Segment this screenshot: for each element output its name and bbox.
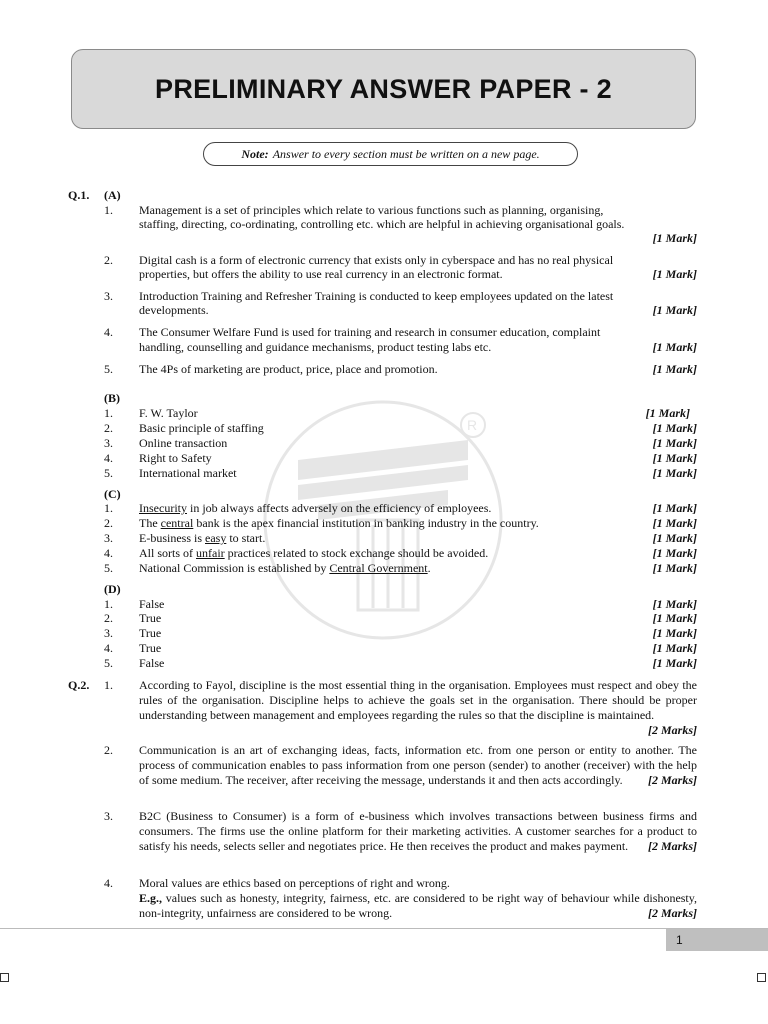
q2-4-example: E.g., values such as honesty, integrity, fairness, etc. are considered to be right way of behaviour while dishonesty, non-integrity, unfairness are considered to be wrong. [2 Marks] — [139, 891, 697, 920]
q1b-5-num: 5. — [104, 466, 113, 480]
q1b-4-text: Right to Safety — [139, 451, 212, 465]
q1c-3-mark: [1 Mark] — [652, 531, 697, 545]
q1-label: Q.1. — [68, 188, 90, 202]
q1a-5-line1: The 4Ps of marketing are product, price, place and promotion. — [139, 362, 438, 376]
q1-a-label: (A) — [104, 188, 121, 202]
q1c-1-mark: [1 Mark] — [652, 501, 697, 515]
q2-4-num: 4. — [104, 876, 113, 890]
q2-4-line1: Moral values are ethics based on perceptions of right and wrong. — [139, 876, 450, 890]
q1d-2-num: 2. — [104, 611, 113, 625]
note-text: Answer to every section must be written on a new page. — [272, 146, 540, 161]
q1a-3-num: 3. — [104, 289, 113, 303]
q2-3-mark: [2 Marks] — [647, 839, 697, 853]
q1a-2-line1: Digital cash is a form of electronic currency that exists only in cyberspace and has no real physical — [139, 253, 614, 267]
q1c-4-text: All sorts of unfair practices related to stock exchange should be avoided. — [139, 546, 489, 560]
q1c-5-text: National Commission is established by Central Government. — [139, 561, 431, 575]
q1b-1-text: F. W. Taylor — [139, 406, 198, 420]
q1d-1-mark: [1 Mark] — [652, 597, 697, 611]
q2-2-num: 2. — [104, 743, 113, 757]
q1-b-label: (B) — [104, 391, 120, 405]
q1a-3-line1: Introduction Training and Refresher Training is conducted to keep employees updated on the latest — [139, 289, 614, 303]
corner-mark-icon — [0, 973, 9, 982]
q1d-1-text: False — [139, 597, 165, 611]
q1b-3-num: 3. — [104, 436, 113, 450]
q2-1-mark: [2 Marks] — [647, 723, 697, 737]
q1b-3-text: Online transaction — [139, 436, 228, 450]
q1d-2-mark: [1 Mark] — [652, 611, 697, 625]
q1c-3-text: E-business is easy to start. — [139, 531, 266, 545]
q1d-4-mark: [1 Mark] — [652, 641, 697, 655]
q1a-1-line2: staffing, directing, co-ordinating, controlling etc. which are helpful in achieving organisational goals. — [139, 217, 625, 231]
q1a-3-line2: developments. — [139, 303, 209, 317]
q1-c-label: (C) — [104, 487, 121, 501]
q1a-2-mark: [1 Mark] — [652, 267, 697, 281]
q1a-2-line2: properties, but offers the ability to use real currency in an electronic format. — [139, 267, 503, 281]
page-number: 1 — [666, 929, 768, 951]
q1d-2-text: True — [139, 611, 162, 625]
q1a-4-num: 4. — [104, 325, 113, 339]
q1a-5-num: 5. — [104, 362, 113, 376]
q1c-4-num: 4. — [104, 546, 113, 560]
q1c-5-num: 5. — [104, 561, 113, 575]
q1d-5-text: False — [139, 656, 165, 670]
q1a-1-mark: [1 Mark] — [652, 231, 697, 245]
q1a-4-line2: handling, counselling and guidance mechanisms, product testing labs etc. — [139, 340, 492, 354]
q1b-1-num: 1. — [104, 406, 113, 420]
q1a-4-mark: [1 Mark] — [652, 340, 697, 354]
q1a-4-line1: The Consumer Welfare Fund is used for training and research in consumer education, complaint — [139, 325, 601, 339]
corner-mark-icon — [757, 973, 766, 982]
q1a-3-mark: [1 Mark] — [652, 303, 697, 317]
q1a-2-num: 2. — [104, 253, 113, 267]
q1c-2-text: The central bank is the apex financial institution in banking industry in the country. — [139, 516, 539, 530]
q1d-3-text: True — [139, 626, 162, 640]
q1a-1-line1: Management is a set of principles which relate to various functions such as planning, organising, — [139, 203, 604, 217]
q1a-1-num: 1. — [104, 203, 113, 217]
q1d-3-mark: [1 Mark] — [652, 626, 697, 640]
q1b-1-mark: [1 Mark] — [645, 406, 690, 420]
footer-divider — [0, 928, 768, 929]
q1c-5-mark: [1 Mark] — [652, 561, 697, 575]
q1a-5-mark: [1 Mark] — [652, 362, 697, 376]
q1d-4-text: True — [139, 641, 162, 655]
q2-1-text: According to Fayol, discipline is the most essential thing in the organisation. Employees must respect and obey the rules of the organisation. Discipline helps to achieve the goals set in the organisation. There should be proper understanding between management and employees regarding the rules so that the discipline is maintained. [2 Marks] — [139, 678, 697, 737]
q1d-5-mark: [1 Mark] — [652, 656, 697, 670]
q1c-2-mark: [1 Mark] — [652, 516, 697, 530]
q1b-2-mark: [1 Mark] — [652, 421, 697, 435]
page-title: PRELIMINARY ANSWER PAPER - 2 — [155, 73, 612, 104]
q1b-4-num: 4. — [104, 451, 113, 465]
q2-4-mark: [2 Marks] — [647, 906, 697, 920]
svg-text:R: R — [467, 417, 478, 433]
q1c-1-text: Insecurity in job always affects adversely on the efficiency of employees. — [139, 501, 492, 515]
q2-1-num: 1. — [104, 678, 113, 692]
q1b-3-mark: [1 Mark] — [652, 436, 697, 450]
q1b-4-mark: [1 Mark] — [652, 451, 697, 465]
q1b-2-text: Basic principle of staffing — [139, 421, 264, 435]
q1d-5-num: 5. — [104, 656, 113, 670]
q1b-2-num: 2. — [104, 421, 113, 435]
q1-d-label: (D) — [104, 582, 121, 596]
q2-2-mark: [2 Marks] — [647, 773, 697, 787]
q1b-5-text: International market — [139, 466, 237, 480]
q1c-2-num: 2. — [104, 516, 113, 530]
q2-3-text: B2C (Business to Consumer) is a form of e-business which involves transactions between business firms and consumers. The firms use the online platform for their marketing activities. A customer searches for a product to satisfy his needs, selects seller and negotiates price. He then receives the product and makes payment. [2 Marks] — [139, 809, 697, 853]
q2-2-text: Communication is an art of exchanging ideas, facts, information etc. from one person or entity to another. The process of communication enables to pass information from one person (sender) to another (receiver) with the help of some medium. The receiver, after receiving the message, understands it and then acts accordingly. [2 Marks] — [139, 743, 697, 787]
q1b-5-mark: [1 Mark] — [652, 466, 697, 480]
q1d-1-num: 1. — [104, 597, 113, 611]
q1d-4-num: 4. — [104, 641, 113, 655]
q1c-3-num: 3. — [104, 531, 113, 545]
q1d-3-num: 3. — [104, 626, 113, 640]
eg-label: E.g., — [139, 891, 163, 905]
q1c-4-mark: [1 Mark] — [652, 546, 697, 560]
q1c-1-num: 1. — [104, 501, 113, 515]
q2-label: Q.2. — [68, 678, 90, 692]
note-label: Note: — [241, 146, 269, 161]
q2-3-num: 3. — [104, 809, 113, 823]
